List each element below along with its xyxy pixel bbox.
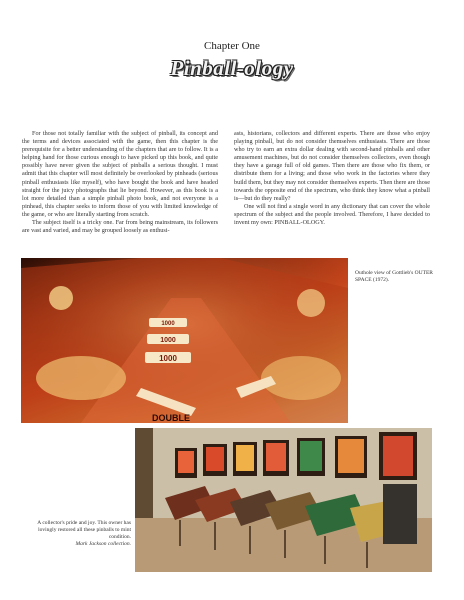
collection-illustration (135, 428, 432, 572)
paragraph: For those not totally familiar with the subject of pinball, its concept and the terms and devices associated with the game, then this chapter is the prerequisite for a better understanding of the chapters that are to follow. It is a helping hand for those curious enough to have picked up this book, and quite possibly have never given the subject of pinballs a serious thought. I must admit that this chapter will most definitely be overlooked by pinheads (serious pinball enthusiasts like myself), who have bought the book and have headed straight for the juicy photographs that lie beyond. However, as this book is a lot more detailed than a simple pinball photo book, and not everyone is a pinhead, this chapter seeks to inform those of you with limited knowledge of the game, or who are literally starting from scratch. (22, 130, 218, 218)
photo-pinball-collection (135, 428, 432, 572)
outhole-label: DOUBLE (152, 413, 190, 423)
paragraph: asts, historians, collectors and different experts. There are those who enjoy playing pinball, but do not consider themselves enthusiasts. There are those who try to earn an extra dollar dealing with second-hand pinballs and other amusement machines, but do not consider themselves collectors, even though they have a garage full of old games. Then there are those who fix them, or distribute them for a living; and those who work in the factories where they build them, but they may not consider themselves experts. Then there are those towards the opposite end of the spectrum, who think they know what a pinball is—but do they really? (234, 130, 430, 202)
text-column-right (234, 130, 430, 227)
chapter-label: Chapter One (204, 40, 260, 52)
paragraph: The subject itself is a tricky one. Far from being mainstream, its followers are vast and varied, and may be grouped loosely as enthusi- (22, 219, 218, 235)
playfield-illustration (21, 258, 348, 423)
target-label: 1000 (161, 321, 175, 327)
target-label: 1000 (159, 354, 177, 363)
target-label: 1000 (160, 337, 176, 344)
chapter-title: Pinball-ology (170, 56, 294, 80)
paragraph: One will not find a single word in any dictionary that can cover the whole spectrum of the subject and the people involved. Therefore, I have decided to invent my own: PINBALL-OLOGY. (234, 202, 430, 227)
photo1-caption: Outhole view of Gottlieb's OUTER SPACE (1972). (355, 270, 433, 283)
caption-credit: Mark Jackson collection. (75, 541, 131, 547)
caption-text: A collector's pride and joy. This owner has lovingly restored all these pinballs to mint condition. (37, 520, 131, 540)
photo-pinball-playfield (21, 258, 348, 423)
photo2-caption (28, 520, 131, 548)
text-column-left (22, 130, 218, 235)
